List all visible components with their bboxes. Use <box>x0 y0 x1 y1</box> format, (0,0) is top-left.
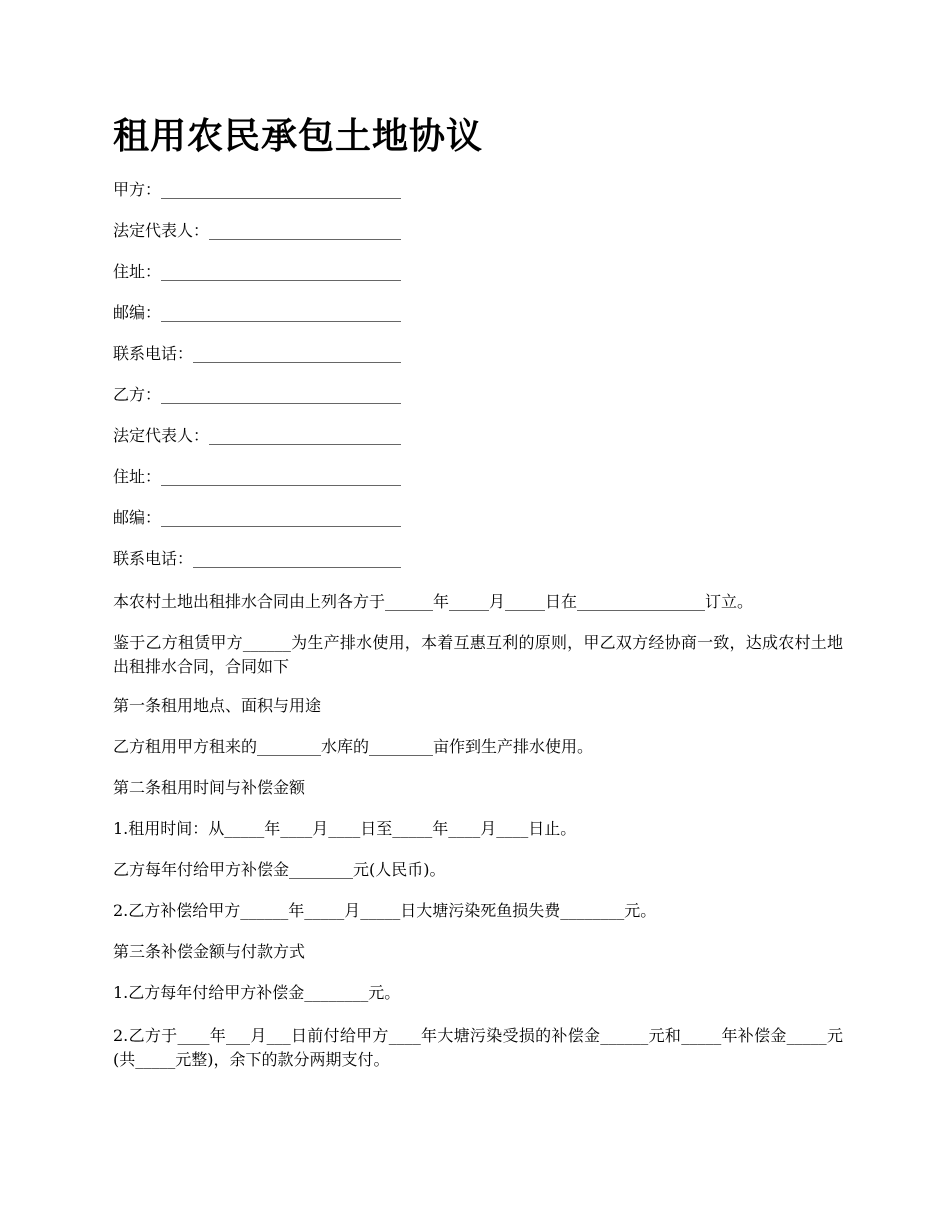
party-b-address-field: 住址：______________________________ <box>113 467 402 486</box>
article-2-term-clause: 1.租用时间：从_____年____月____日至_____年____月____日止。 <box>113 819 577 838</box>
article-3-payment-schedule-clause: 2.乙方于____年___月___日前付给甲方____年大塘污染受损的补偿金______元和_____年补偿金_____元(共_____元整)，余下的款分两期支付。 <box>113 1026 843 1069</box>
party-b-legal-rep-field: 法定代表人：________________________ <box>113 426 402 445</box>
party-a-name-field: 甲方：______________________________ <box>113 180 402 199</box>
party-b-phone-field: 联系电话：__________________________ <box>113 549 402 568</box>
article-2-heading: 第二条租用时间与补偿金额 <box>113 778 306 797</box>
article-1-content: 乙方租用甲方租来的________水库的________亩作到生产排水使用。 <box>113 737 594 756</box>
party-a-address-field: 住址：______________________________ <box>113 262 402 281</box>
document-title: 租用农民承包土地协议 <box>113 115 484 157</box>
party-a-phone-field: 联系电话：__________________________ <box>113 344 402 363</box>
contract-body <box>113 590 843 1072</box>
article-2-annual-payment-clause: 乙方每年付给甲方补偿金________元(人民币)。 <box>113 860 446 879</box>
party-a-postcode-field: 邮编：______________________________ <box>113 303 402 322</box>
party-info-section <box>113 180 843 569</box>
article-3-annual-payment-clause: 1.乙方每年付给甲方补偿金________元。 <box>113 983 401 1002</box>
contract-page <box>113 112 843 1089</box>
contract-signing-paragraph: 本农村土地出租排水合同由上列各方于______年_____月_____日在________________订立。 <box>113 592 754 611</box>
party-a-legal-rep-field: 法定代表人：________________________ <box>113 221 402 240</box>
article-2-compensation-clause: 2.乙方补偿给甲方______年_____月_____日大塘污染死鱼损失费________元。 <box>113 901 657 920</box>
article-1-heading: 第一条租用地点、面积与用途 <box>113 696 322 715</box>
party-b-name-field: 乙方：______________________________ <box>113 385 402 404</box>
contract-preamble-paragraph: 鉴于乙方租赁甲方______为生产排水使用，本着互惠互利的原则，甲乙双方经协商一致，达成农村土地出租排水合同，合同如下 <box>113 633 843 676</box>
party-b-postcode-field: 邮编：______________________________ <box>113 508 402 527</box>
article-3-heading: 第三条补偿金额与付款方式 <box>113 942 306 961</box>
